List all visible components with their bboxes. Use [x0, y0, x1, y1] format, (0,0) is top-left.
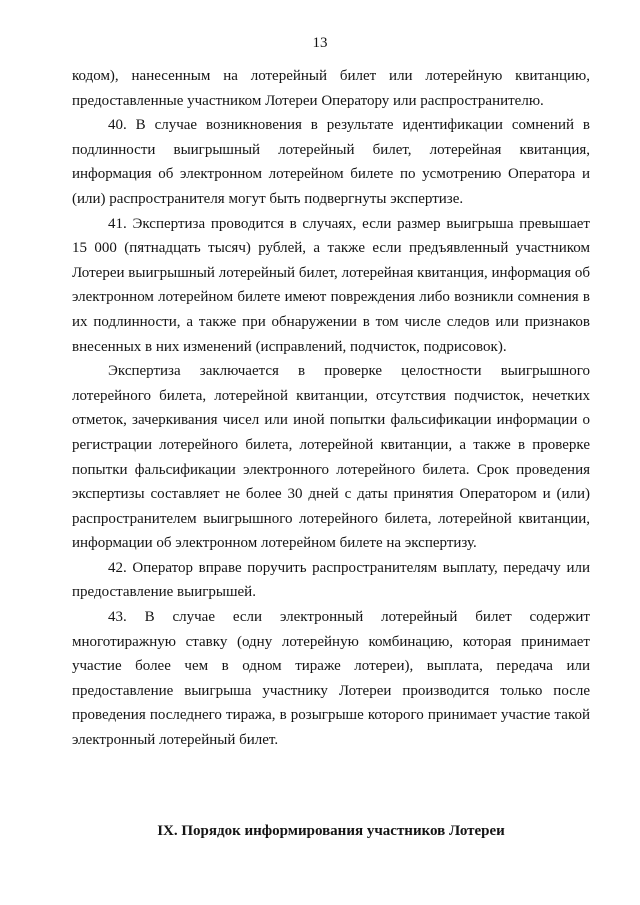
paragraph-continuation: кодом), нанесенным на лотерейный билет или лотерейную квитанцию, предоставленные участником Лотереи Оператору или распространителю. — [72, 68, 590, 109]
page-number: 13 — [312, 35, 328, 51]
paragraph-41-expertise: Экспертиза заключается в проверке целостности выигрышного лотерейного билета, лотерейной квитанции, отсутствия подчисток, нечетких отметок, зачеркивания чисел или иной попытки фальсификации информации о регистрации лотерейного билета, лотерейной квитанции, а также в проверке попытки фальсификации электронного лотерейного билета. Срок проведения экспертизы составляет не более 30 дней с даты принятия Оператором и (или) распространителем выигрышного лотерейного билета, лотерейной квитанции, информации об электронном лотерейном билете на экспертизу. — [72, 363, 590, 552]
paragraph-41: 41. Экспертиза проводится в случаях, если размер выигрыша превышает 15 000 (пятнадцать тысяч) рублей, а также если предъявленный участником Лотереи выигрышный лотерейный билет, лотерейная квитанция, информация об электронном лотерейном билете имеют повреждения либо возникли сомнения в их подлинности, а также при обнаружении в том числе следов или признаков внесенных в них изменений (исправлений, подчисток, подрисовок). — [72, 215, 590, 355]
paragraph-43: 43. В случае если электронный лотерейный билет содержит многотиражную ставку (одну лотерейную комбинацию, которая принимает участие более чем в одном тираже лотереи), выплата, передача или предоставление выигрыша участнику Лотереи производится только после проведения последнего тиража, в розыгрыше которого принимает участие такой электронный лотерейный билет. — [72, 609, 590, 749]
section-heading: IX. Порядок информирования участников Лотереи — [157, 823, 505, 839]
body-text — [72, 64, 590, 753]
paragraph-42: 42. Оператор вправе поручить распространителям выплату, передачу или предоставление выигрышей. — [72, 559, 590, 601]
paragraph-40: 40. В случае возникновения в результате идентификации сомнений в подлинности выигрышный лотерейный билет, лотерейная квитанция, информация об электронном лотерейном билете по усмотрению Оператора и (или) распространителя могут быть подвергнуты экспертизе. — [72, 117, 590, 207]
